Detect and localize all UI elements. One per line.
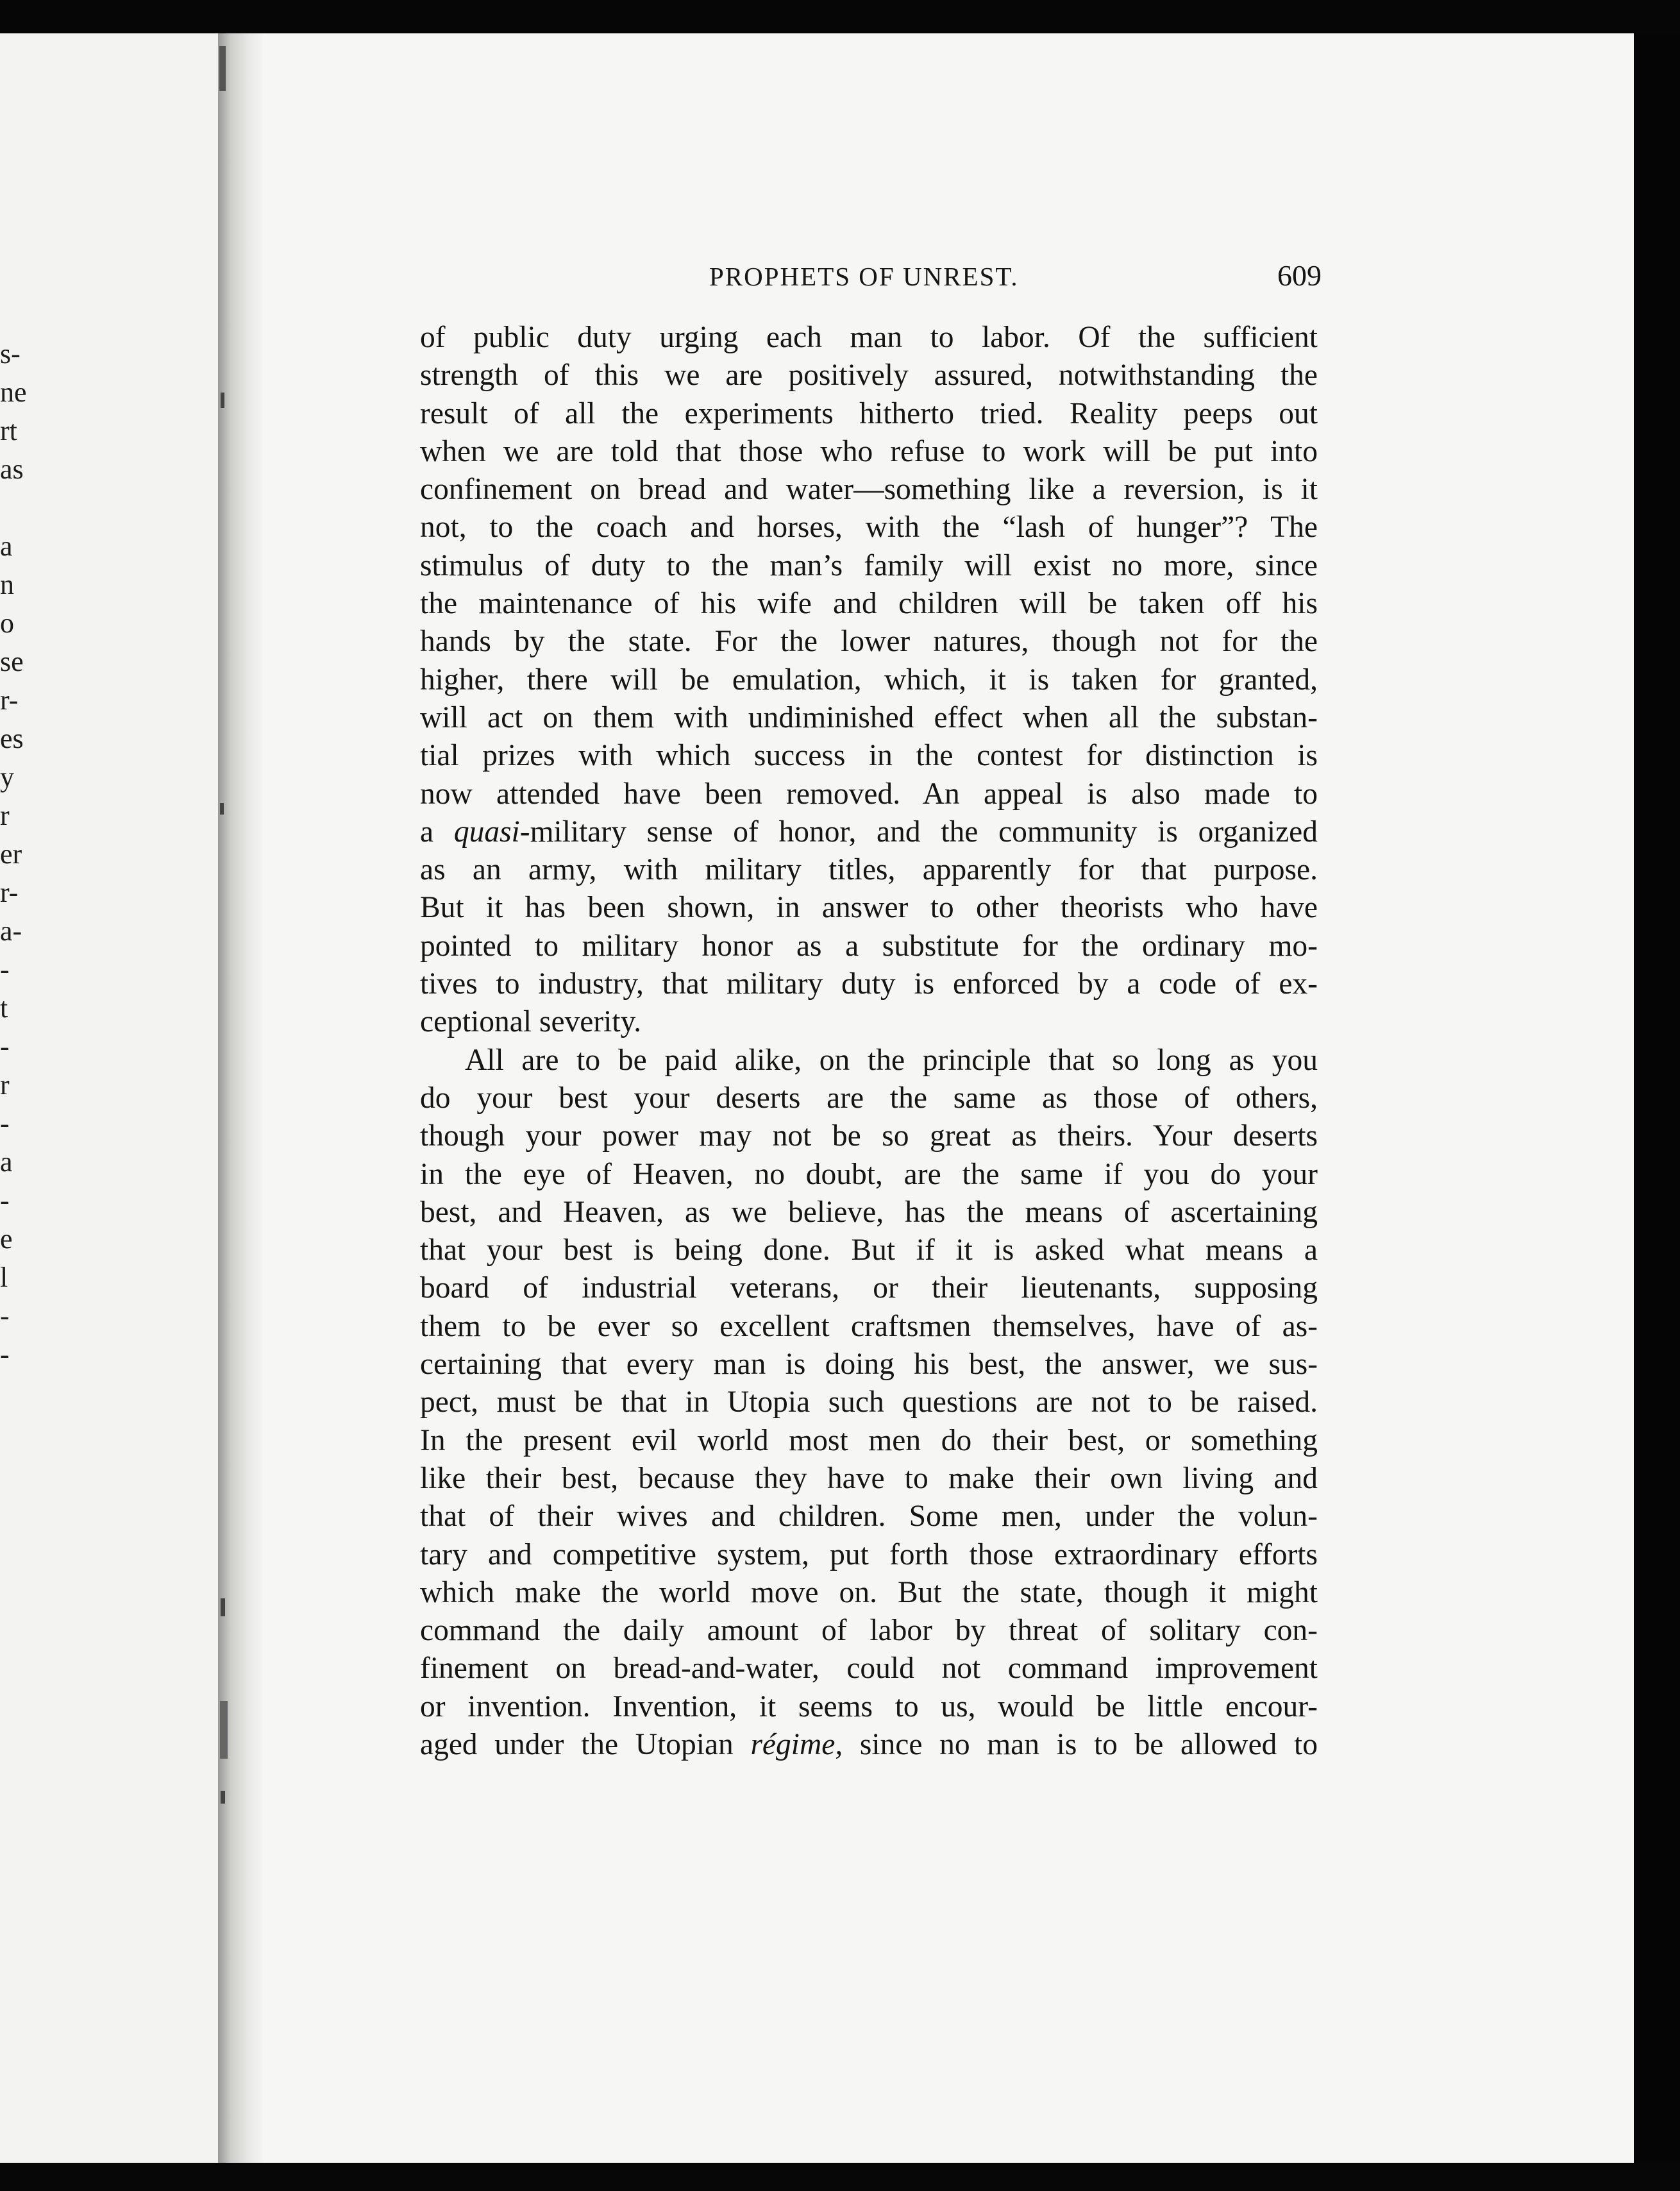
italic-word: régime, [750,1727,843,1761]
text-line: which make the world move on. But the state, though it might [420,1575,1318,1609]
facing-page-fragment: a [0,530,13,562]
text-line: pect, must be that in Utopia such questions are not to be raised. [420,1385,1318,1419]
facing-page-fragment: r- [0,684,19,716]
text-line: strength of this we are positively assured, notwithstanding the [420,359,1318,393]
facing-page-fragment: e [0,1223,13,1255]
text-line: command the daily amount of labor by threat of solitary con- [420,1614,1318,1648]
text-line: pointed to military honor as a substitute for the ordinary mo- [420,929,1318,963]
text-line: as an army, with military titles, apparently for that purpose. [420,853,1318,887]
text-line: tary and competitive system, put forth those extraordinary efforts [420,1537,1318,1571]
text-line: hands by the state. For the lower natures, though not for the [420,625,1318,659]
text-line: now attended have been removed. An appeal is also made to [420,777,1318,811]
text-line: board of industrial veterans, or their lieutenants, supposing [420,1271,1318,1305]
facing-page-fragment: r [0,800,10,831]
text-line: certaining that every man is doing his best, the answer, we sus- [420,1348,1318,1382]
text-line: of public duty urging each man to labor. Of the sufficient [420,321,1318,354]
body-text [420,319,1318,1764]
facing-page-fragment: ne [0,376,27,408]
text-line: stimulus of duty to the man’s family will exist no more, since [420,548,1318,582]
facing-page-fragment: - [0,1031,10,1062]
facing-page-fragment: se [0,646,24,677]
facing-page-fragment: a- [0,915,22,947]
text-line: aged under the Utopian régime, since no man is to be allowed to [420,1727,1318,1761]
text-line: result of all the experiments hitherto tried. Reality peeps out [420,396,1318,430]
running-head-title: PROPHETS OF UNREST. [709,262,1019,291]
facing-page-fragment [0,489,38,527]
facing-page-fragment: er [0,838,22,870]
text-line: confinement on bread and water—something like a reversion, is it [420,473,1318,507]
facing-page-fragment: y [0,761,14,793]
scan-right-border [1634,33,1680,2191]
facing-page-fragment: o [0,607,14,639]
text-line: that your best is being done. But if it is asked what means a [420,1233,1318,1267]
text-line: do your best your deserts are the same as those of others, [420,1081,1318,1115]
text-line: not, to the coach and horses, with the “lash of hunger”? The [420,511,1318,545]
text-line: though your power may not be so great as theirs. Your deserts [420,1119,1318,1153]
running-head [423,261,1321,300]
facing-page-fragment: - [0,1185,10,1216]
scan-top-border [0,0,1680,37]
text-line: best, and Heaven, as we believe, has the means of ascertaining [420,1195,1318,1229]
facing-page-fragment: r- [0,877,19,908]
facing-page-fragment: a [0,1146,13,1178]
text-line: finement on bread-and-water, could not command improvement [420,1652,1318,1686]
scan-bottom-border [0,2163,1680,2191]
facing-page-fragment: s- [0,338,21,369]
text-line: them to be ever so excellent craftsmen themselves, have of as- [420,1309,1318,1343]
facing-page-fragment: n [0,569,14,600]
gutter-binding-marks [218,33,230,2169]
facing-page-fragment: l [0,1262,8,1293]
facing-page-fragment: r [0,1069,10,1101]
paragraph [420,319,1318,1042]
text-line: will act on them with undiminished effect when all the substan- [420,700,1318,734]
text-line: like their best, because they have to make their own living and [420,1461,1318,1495]
paragraph [420,1042,1318,1764]
facing-page-fragment: - [0,1300,10,1332]
text-line: higher, there will be emulation, which, it is taken for granted, [420,663,1318,697]
facing-page-text-fragments [0,335,38,1374]
text-line: tial prizes with which success in the contest for distinction is [420,739,1318,773]
facing-page-fragment: es [0,723,24,754]
facing-page-fragment: as [0,453,24,485]
text-line: in the eye of Heaven, no doubt, are the same if you do your [420,1157,1318,1191]
text-line: ceptional severity. [420,1005,642,1039]
text-line: when we are told that those who refuse to work will be put into [420,434,1318,468]
text-line: the maintenance of his wife and children will be taken off his [420,587,1318,621]
facing-page-fragment: rt [0,415,17,446]
text-line: tives to industry, that military duty is enforced by a code of ex- [420,967,1318,1001]
facing-page-fragment: - [0,954,10,985]
facing-page-fragment: - [0,1108,10,1139]
text-line: that of their wives and children. Some men, under the volun- [420,1500,1318,1534]
text-line: or invention. Invention, it seems to us, would be little encour- [420,1689,1318,1723]
text-line: In the present evil world most men do their best, or something [420,1423,1318,1457]
text-line: But it has been shown, in answer to other theorists who have [420,891,1318,925]
facing-page [0,33,228,2163]
page-number: 609 [1277,259,1322,292]
text-line: a quasi-military sense of honor, and the community is organized [420,815,1318,849]
italic-word: quasi [453,815,520,849]
facing-page-fragment: - [0,1339,10,1370]
facing-page-fragment: t [0,992,8,1024]
text-line: All are to be paid alike, on the principle that so long as you [465,1043,1318,1077]
